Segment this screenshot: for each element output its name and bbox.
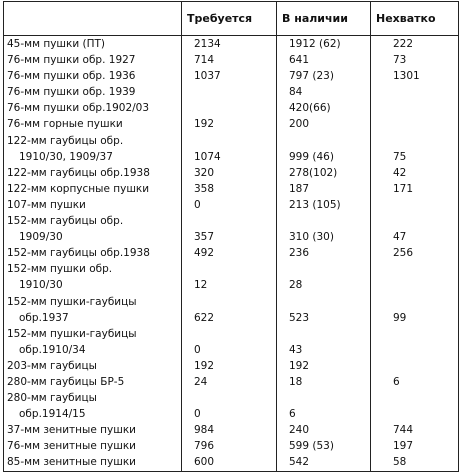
available-cell: 6 bbox=[277, 390, 371, 422]
gun-type-cell bbox=[4, 197, 182, 213]
shortage-cell: 256 bbox=[371, 245, 459, 261]
required-cell: 600 bbox=[182, 454, 277, 471]
table-row bbox=[4, 68, 459, 84]
required-cell: 622 bbox=[182, 294, 277, 326]
available-cell: 43 bbox=[277, 326, 371, 358]
gun-type-cell bbox=[4, 454, 182, 471]
shortage-cell: 75 bbox=[371, 133, 459, 165]
table-row bbox=[4, 213, 459, 245]
gun-type-label: 76-мм горные пушки bbox=[7, 118, 123, 131]
shortage-cell: 42 bbox=[371, 165, 459, 181]
required-cell: 492 bbox=[182, 245, 277, 261]
table-row bbox=[4, 261, 459, 293]
table-row bbox=[4, 374, 459, 390]
gun-type-label: 152-мм гаубицы обр.1938 bbox=[7, 247, 150, 260]
table-row bbox=[4, 245, 459, 261]
header-available: В наличии bbox=[277, 2, 371, 36]
gun-type-label: обр.1914/15 bbox=[19, 408, 86, 421]
shortage-cell bbox=[371, 358, 459, 374]
gun-type-label: 122-мм корпусные пушки bbox=[7, 182, 150, 195]
required-cell: 0 bbox=[182, 326, 277, 358]
required-cell: 192 bbox=[182, 358, 277, 374]
available-cell: 797 (23) bbox=[277, 68, 371, 84]
available-cell: 999 (46) bbox=[277, 133, 371, 165]
gun-type-cell bbox=[4, 133, 182, 165]
available-cell: 236 bbox=[277, 245, 371, 261]
gun-type-cell bbox=[4, 165, 182, 181]
shortage-cell: 1301 bbox=[371, 68, 459, 84]
gun-type-label: 1910/30 bbox=[19, 279, 63, 292]
gun-type-label: 107-мм пушки bbox=[7, 198, 86, 211]
table-row bbox=[4, 358, 459, 374]
gun-type-cell bbox=[4, 261, 182, 293]
shortage-cell bbox=[371, 261, 459, 293]
available-cell: 200 bbox=[277, 116, 371, 132]
gun-type-label: обр.1910/34 bbox=[19, 343, 86, 356]
shortage-cell bbox=[371, 197, 459, 213]
shortage-cell: 47 bbox=[371, 213, 459, 245]
gun-type-cell bbox=[4, 390, 182, 422]
gun-type-label: 1909/30 bbox=[19, 231, 63, 244]
required-cell: 357 bbox=[182, 213, 277, 245]
available-cell: 18 bbox=[277, 374, 371, 390]
header-row bbox=[4, 2, 459, 36]
available-cell: 310 (30) bbox=[277, 213, 371, 245]
required-cell: 1074 bbox=[182, 133, 277, 165]
shortage-cell bbox=[371, 390, 459, 422]
available-cell: 240 bbox=[277, 422, 371, 438]
gun-type-cell bbox=[4, 358, 182, 374]
available-cell: 523 bbox=[277, 294, 371, 326]
required-cell: 12 bbox=[182, 261, 277, 293]
shortage-cell: 222 bbox=[371, 36, 459, 53]
required-cell: 320 bbox=[182, 165, 277, 181]
table-row bbox=[4, 422, 459, 438]
required-cell: 192 bbox=[182, 116, 277, 132]
gun-type-label: 280-мм гаубицы БР-5 bbox=[7, 375, 125, 388]
gun-type-cell bbox=[4, 68, 182, 84]
required-cell: 984 bbox=[182, 422, 277, 438]
gun-type-cell bbox=[4, 116, 182, 132]
artillery-table bbox=[3, 1, 459, 472]
available-cell: 192 bbox=[277, 358, 371, 374]
gun-type-cell bbox=[4, 422, 182, 438]
shortage-cell bbox=[371, 116, 459, 132]
gun-type-label: 152-мм пушки-гаубицы bbox=[7, 327, 137, 340]
available-cell: 187 bbox=[277, 181, 371, 197]
available-cell: 28 bbox=[277, 261, 371, 293]
gun-type-cell bbox=[4, 52, 182, 68]
table-row bbox=[4, 454, 459, 471]
shortage-cell: 744 bbox=[371, 422, 459, 438]
table-row bbox=[4, 165, 459, 181]
gun-type-label: 76-мм пушки обр. 1936 bbox=[7, 70, 136, 83]
header-name bbox=[4, 2, 182, 36]
gun-type-cell bbox=[4, 84, 182, 100]
shortage-cell: 197 bbox=[371, 438, 459, 454]
gun-type-label: 76-мм пушки обр. 1939 bbox=[7, 86, 136, 99]
gun-type-label: 76-мм пушки обр.1902/03 bbox=[7, 102, 150, 115]
required-cell bbox=[182, 100, 277, 116]
available-cell: 278(102) bbox=[277, 165, 371, 181]
table-row bbox=[4, 294, 459, 326]
required-cell: 1037 bbox=[182, 68, 277, 84]
table-row bbox=[4, 133, 459, 165]
available-cell: 1912 (62) bbox=[277, 36, 371, 53]
gun-type-label: 45-мм пушки (ПТ) bbox=[7, 38, 106, 50]
required-cell: 24 bbox=[182, 374, 277, 390]
required-cell: 796 bbox=[182, 438, 277, 454]
shortage-cell: 99 bbox=[371, 294, 459, 326]
required-cell: 0 bbox=[182, 197, 277, 213]
gun-type-label: 152-мм пушки обр. bbox=[7, 263, 113, 276]
table-row bbox=[4, 52, 459, 68]
gun-type-label: 152-мм гаубицы обр. bbox=[7, 215, 124, 228]
gun-type-cell bbox=[4, 213, 182, 245]
gun-type-cell bbox=[4, 438, 182, 454]
gun-type-cell bbox=[4, 294, 182, 326]
available-cell: 213 (105) bbox=[277, 197, 371, 213]
table-row bbox=[4, 326, 459, 358]
table-row bbox=[4, 181, 459, 197]
gun-type-cell bbox=[4, 326, 182, 358]
gun-type-label: 280-мм гаубицы bbox=[7, 392, 97, 405]
gun-type-label: 85-мм зенитные пушки bbox=[7, 456, 136, 469]
table-row bbox=[4, 438, 459, 454]
gun-type-label: 37-мм зенитные пушки bbox=[7, 424, 136, 437]
gun-type-cell bbox=[4, 36, 182, 53]
gun-type-label: 122-мм гаубицы обр. bbox=[7, 134, 124, 147]
table-row bbox=[4, 100, 459, 116]
shortage-cell: 73 bbox=[371, 52, 459, 68]
gun-type-cell bbox=[4, 100, 182, 116]
shortage-cell bbox=[371, 100, 459, 116]
gun-type-cell bbox=[4, 374, 182, 390]
shortage-cell bbox=[371, 84, 459, 100]
table-row bbox=[4, 84, 459, 100]
available-cell: 84 bbox=[277, 84, 371, 100]
shortage-cell bbox=[371, 326, 459, 358]
table-row bbox=[4, 116, 459, 132]
required-cell bbox=[182, 84, 277, 100]
header-required: Требуется bbox=[182, 2, 277, 36]
gun-type-label: 76-мм зенитные пушки bbox=[7, 440, 136, 453]
gun-type-label: 203-мм гаубицы bbox=[7, 359, 97, 372]
table-row bbox=[4, 197, 459, 213]
shortage-cell: 171 bbox=[371, 181, 459, 197]
required-cell: 358 bbox=[182, 181, 277, 197]
gun-type-label: 76-мм пушки обр. 1927 bbox=[7, 54, 136, 67]
table-body bbox=[4, 36, 459, 472]
gun-type-label: 152-мм пушки-гаубицы bbox=[7, 295, 137, 308]
table-row bbox=[4, 390, 459, 422]
required-cell: 0 bbox=[182, 390, 277, 422]
header-shortage: Нехватко bbox=[371, 2, 459, 36]
available-cell: 542 bbox=[277, 454, 371, 471]
required-cell: 2134 bbox=[182, 36, 277, 53]
shortage-cell: 58 bbox=[371, 454, 459, 471]
available-cell: 641 bbox=[277, 52, 371, 68]
gun-type-label: 1910/30, 1909/37 bbox=[19, 150, 113, 163]
available-cell: 420(66) bbox=[277, 100, 371, 116]
gun-type-label: обр.1937 bbox=[19, 311, 69, 324]
document-page bbox=[3, 1, 458, 471]
gun-type-cell bbox=[4, 181, 182, 197]
gun-type-cell bbox=[4, 245, 182, 261]
table-row bbox=[4, 36, 459, 53]
required-cell: 714 bbox=[182, 52, 277, 68]
shortage-cell: 6 bbox=[371, 374, 459, 390]
available-cell: 599 (53) bbox=[277, 438, 371, 454]
gun-type-label: 122-мм гаубицы обр.1938 bbox=[7, 166, 150, 179]
